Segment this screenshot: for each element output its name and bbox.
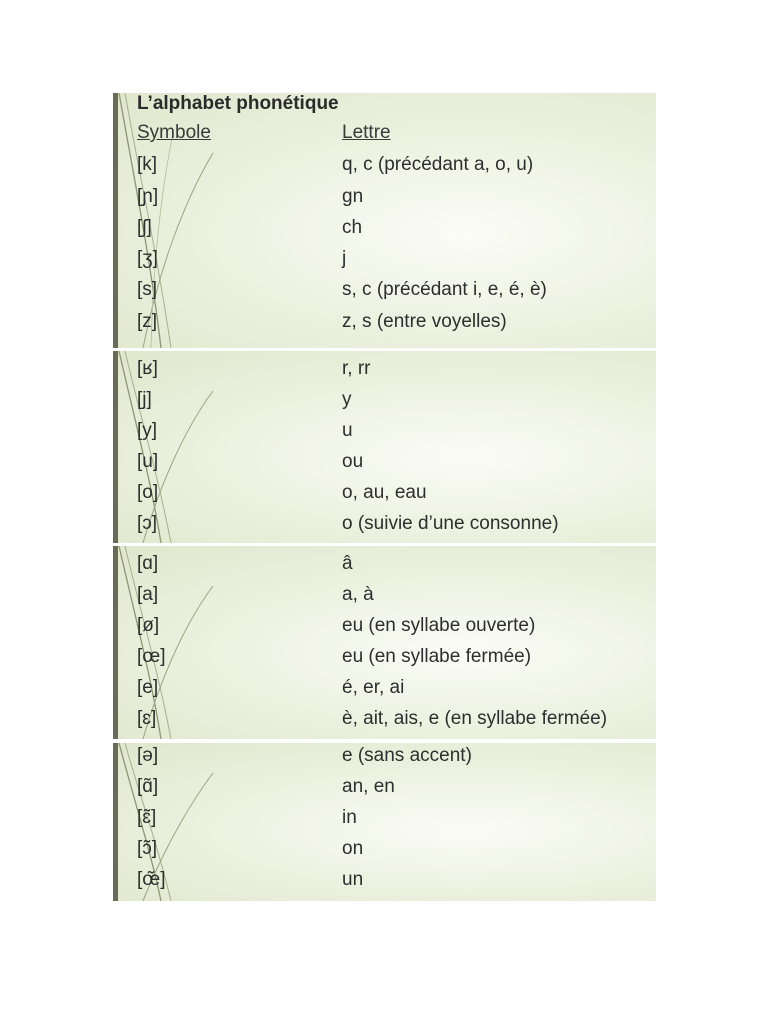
- panel-2: [113, 351, 656, 543]
- symbol-cell: [ʁ]: [137, 358, 158, 379]
- symbol-cell: [ɔ̃]: [137, 838, 158, 859]
- letter-cell: e (sans accent): [342, 745, 472, 766]
- letter-cell: â: [342, 553, 353, 574]
- letter-cell: z, s (entre voyelles): [342, 311, 507, 332]
- letter-cell: an, en: [342, 776, 395, 797]
- grass-decoration-icon: [113, 743, 233, 901]
- symbol-cell: [ɑ̃]: [137, 776, 159, 797]
- symbol-cell: [ɲ]: [137, 186, 159, 207]
- symbol-cell: [o]: [137, 482, 159, 503]
- letter-cell: ch: [342, 217, 363, 238]
- phonetic-alphabet-page: [113, 93, 656, 901]
- symbol-cell: [œ̃]: [137, 869, 166, 890]
- symbol-cell: [u]: [137, 451, 159, 472]
- symbol-cell: [ɛ̃]: [137, 807, 157, 828]
- letter-header: Lettre: [342, 122, 391, 143]
- letter-cell: in: [342, 807, 357, 828]
- letter-cell: u: [342, 420, 353, 441]
- symbol-cell: [k]: [137, 154, 158, 175]
- letter-cell: q, c (précédant a, o, u): [342, 154, 534, 175]
- grass-decoration-icon: [113, 546, 233, 739]
- letter-cell: eu (en syllabe fermée): [342, 646, 532, 667]
- letter-cell: j: [342, 248, 347, 269]
- symbol-cell: [ɛ]: [137, 708, 157, 729]
- panel-1: [113, 93, 656, 348]
- letter-cell: eu (en syllabe ouverte): [342, 615, 536, 636]
- symbol-cell: [œ]: [137, 646, 166, 667]
- symbol-cell: [ɑ]: [137, 553, 159, 574]
- symbol-header: Symbole: [137, 122, 211, 143]
- letter-cell: y: [342, 389, 352, 410]
- letter-cell: ou: [342, 451, 364, 472]
- symbol-cell: [ʒ]: [137, 248, 158, 269]
- letter-cell: o, au, eau: [342, 482, 427, 503]
- symbol-cell: [e]: [137, 677, 159, 698]
- symbol-cell: [z]: [137, 311, 158, 332]
- grass-decoration-icon: [113, 351, 233, 543]
- symbol-cell: [ə]: [137, 745, 159, 766]
- letter-cell: o (suivie d’une consonne): [342, 513, 559, 534]
- symbol-cell: [ø]: [137, 615, 160, 636]
- letter-cell: é, er, ai: [342, 677, 405, 698]
- letter-cell: s, c (précédant i, e, é, è): [342, 279, 547, 300]
- panel-4: [113, 743, 656, 901]
- page-title: L’alphabet phonétique: [137, 93, 339, 114]
- symbol-cell: [j]: [137, 389, 152, 410]
- letter-cell: r, rr: [342, 358, 371, 379]
- symbol-cell: [a]: [137, 584, 159, 605]
- symbol-cell: [ɔ]: [137, 513, 158, 534]
- symbol-cell: [s]: [137, 279, 158, 300]
- letter-cell: on: [342, 838, 364, 859]
- letter-cell: un: [342, 869, 364, 890]
- letter-cell: gn: [342, 186, 364, 207]
- letter-cell: a, à: [342, 584, 374, 605]
- symbol-cell: [y]: [137, 420, 158, 441]
- panel-3: [113, 546, 656, 739]
- letter-cell: è, ait, ais, e (en syllabe fermée): [342, 708, 608, 729]
- symbol-cell: [ʃ]: [137, 217, 152, 238]
